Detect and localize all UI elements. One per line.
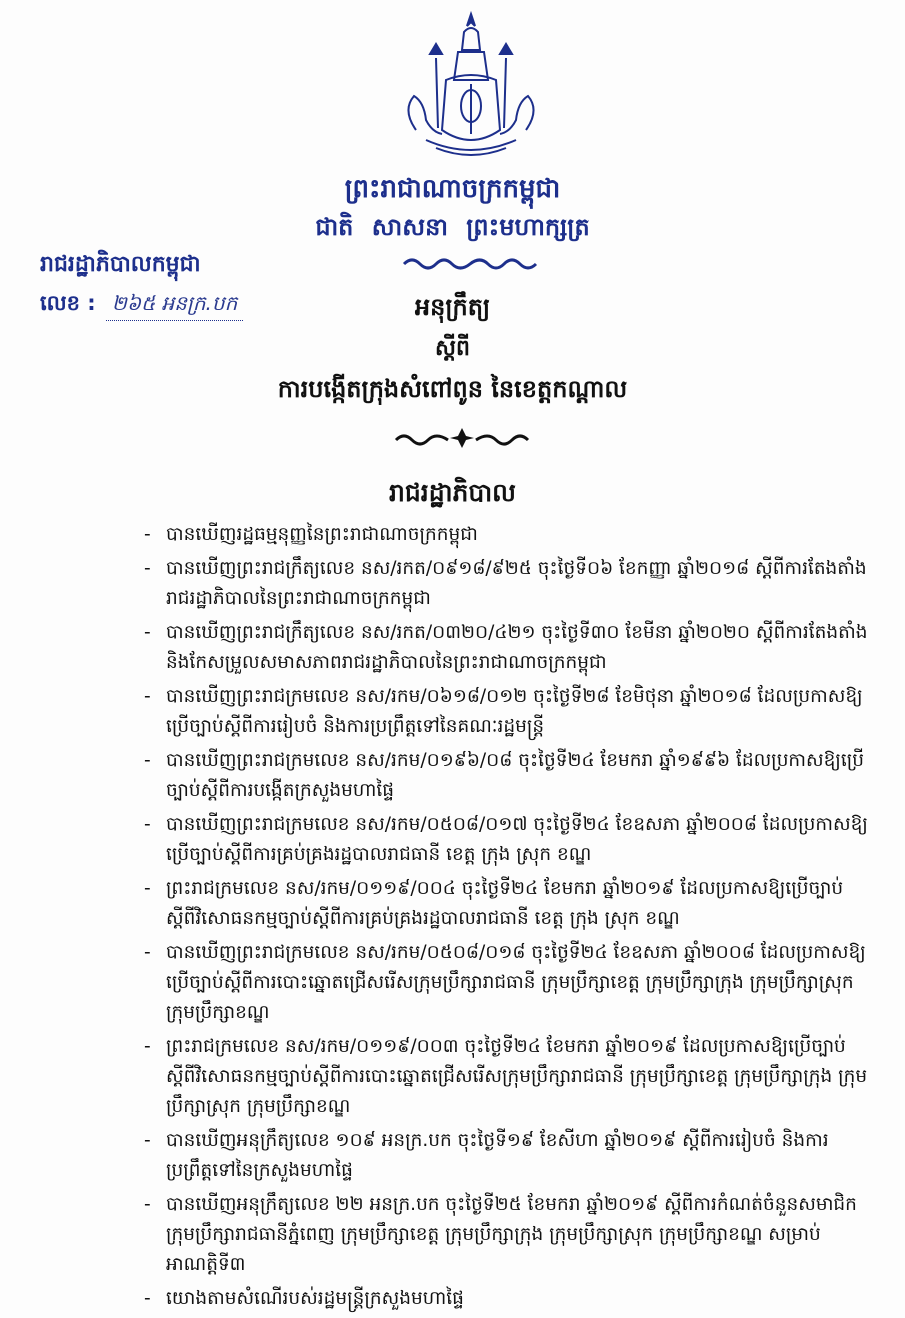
list-item: - បានឃើញព្រះរាជក្រមលេខ នស/រកម/០៦១៨/០១២ ចុះថ្ងៃទី២៨ ខែមិថុនា ឆ្នាំ២០១៨ ដែលប្រកាសឱ្យប្រើច្បាប់ស្តីពីការរៀបចំ និងការប្រព្រឹត្តទៅនៃគណៈរដ្ឋមន្ត្រី (144, 686, 863, 737)
kingdom-name: ព្រះរាជាណាចក្រកម្ពុជា (344, 174, 561, 204)
list-item: - ព្រះរាជក្រមលេខ នស/រកម/០១១៩/០០៤ ចុះថ្ងៃទី២៤ ខែមករា ឆ្នាំ២០១៩ ដែលប្រកាសឱ្យប្រើច្បាប់ស្តីពីវិសោធនកម្មច្បាប់ស្តីពីការគ្រប់គ្រងរដ្ឋបាលរាជធានី ខេត្ត ក្រុង ស្រុក ខណ្ឌ (144, 878, 844, 929)
document-subject: ការបង្កើតក្រុងសំពៅពូន នៃខេត្តកណ្តាល (277, 375, 628, 403)
list-item: - បានឃើញព្រះរាជក្រមលេខ នស/រកម/០៥០៨/០១៧ ចុះថ្ងៃទី២៤ ខែឧសភា ឆ្នាំ២០០៨ ដែលប្រកាសឱ្យប្រើច្បាប់ស្តីពីការគ្រប់គ្រងរដ្ឋបាលរាជធានី ខេត្ត ក្រុង ស្រុក ខណ្ឌ (144, 814, 868, 865)
number-label: លេខ : (40, 291, 96, 315)
document-number: ២៦៥ អនក្រ.បក (106, 290, 244, 321)
list-item: - ព្រះរាជក្រមលេខ នស/រកម/០១១៩/០០៣ ចុះថ្ងៃទី២៤ ខែមករា ឆ្នាំ២០១៩ ដែលប្រកាសឱ្យប្រើច្បាប់ស្តីពីវិសោធនកម្មច្បាប់ស្តីពីការបោះឆ្នោតជ្រើសរើសក្រុមប្រឹក្សារាជធានី ក្រុមប្រឹក្សាខេត្ត ក្រុមប្រឹក្សាក្រុង ក្រុមប្រឹក្សាស្រុក ក្រុមប្រឹក្សាខណ្ឌ (144, 1036, 868, 1117)
ornament-divider-icon (392, 424, 532, 450)
list-item: - បានឃើញអនុក្រឹត្យលេខ ២២ អនក្រ.បក ចុះថ្ងៃទី២៥ ខែមករា ឆ្នាំ២០១៩ ស្តីពីការកំណត់ចំនួនសមាជិកក្រុមប្រឹក្សារាជធានីភ្នំពេញ ក្រុមប្រឹក្សាខេត្ត ក្រុមប្រឹក្សាក្រុង ក្រុមប្រឹក្សាស្រុក ក្រុមប្រឹក្សាខណ្ឌ សម្រាប់អាណត្តិទី៣ (144, 1194, 857, 1275)
issuer-heading: រាជរដ្ឋាភិបាល (389, 478, 516, 507)
list-item: - បានឃើញព្រះរាជក្រមលេខ នស/រកម/០១៩៦/០៨ ចុះថ្ងៃទី២៤ ខែមករា ឆ្នាំ១៩៩៦ ដែលប្រកាសឱ្យប្រើច្បាប់ស្តីពីការបង្កើតក្រសួងមហាផ្ទៃ (144, 750, 865, 801)
list-item: - យោងតាមសំណើរបស់រដ្ឋមន្ត្រីក្រសួងមហាផ្ទៃ (144, 1288, 464, 1309)
recitals-list (140, 520, 870, 1318)
ornament-divider-icon (400, 254, 540, 272)
list-item: - បានឃើញព្រះរាជក្រមលេខ នស/រកម/០៥០៨/០១៨ ចុះថ្ងៃទី២៤ ខែឧសភា ឆ្នាំ២០០៨ ដែលប្រកាសឱ្យប្រើច្បាប់ស្តីពីការបោះឆ្នោតជ្រើសរើសក្រុមប្រឹក្សារាជធានី ក្រុមប្រឹក្សាខេត្ត ក្រុមប្រឹក្សាក្រុង ក្រុមប្រឹក្សាស្រុក ក្រុមប្រឹក្សាខណ្ឌ (144, 942, 866, 1023)
list-item: - បានឃើញអនុក្រឹត្យលេខ ១០៩ អនក្រ.បក ចុះថ្ងៃទី១៩ ខែសីហា ឆ្នាំ២០១៩ ស្តីពីការរៀបចំ និងការប្រព្រឹត្តទៅនៃក្រសួងមហាផ្ទៃ (144, 1130, 829, 1181)
list-item: - បានឃើញព្រះរាជក្រឹត្យលេខ នស/រកត/០៩១៨/៩២៥ ចុះថ្ងៃទី០៦ ខែកញ្ញា ឆ្នាំ២០១៨ ស្តីពីការតែងតាំងរាជរដ្ឋាភិបាលនៃព្រះរាជាណាចក្រកម្ពុជា (144, 558, 867, 609)
document-type: អនុក្រឹត្យ (414, 293, 491, 321)
list-item: - បានឃើញព្រះរាជក្រឹត្យលេខ នស/រកត/០៣២០/៤២១ ចុះថ្ងៃទី៣០ ខែមីនា ឆ្នាំ២០២០ ស្តីពីការតែងតាំង និងកែសម្រួលសមាសភាពរាជរដ្ឋាភិបាលនៃព្រះរាជាណាចក្រកម្ពុជា (144, 622, 868, 673)
national-motto: ជាតិ សាសនា ព្រះមហាក្សត្រ (315, 213, 590, 241)
about-label: ស្តីពី (435, 336, 470, 361)
list-item: - បានឃើញរដ្ឋធម្មនុញ្ញនៃព្រះរាជាណាចក្រកម្ពុជា (144, 524, 478, 545)
issuing-authority: រាជរដ្ឋាភិបាលកម្ពុជា (40, 252, 201, 277)
royal-arms-emblem-icon (396, 10, 546, 160)
